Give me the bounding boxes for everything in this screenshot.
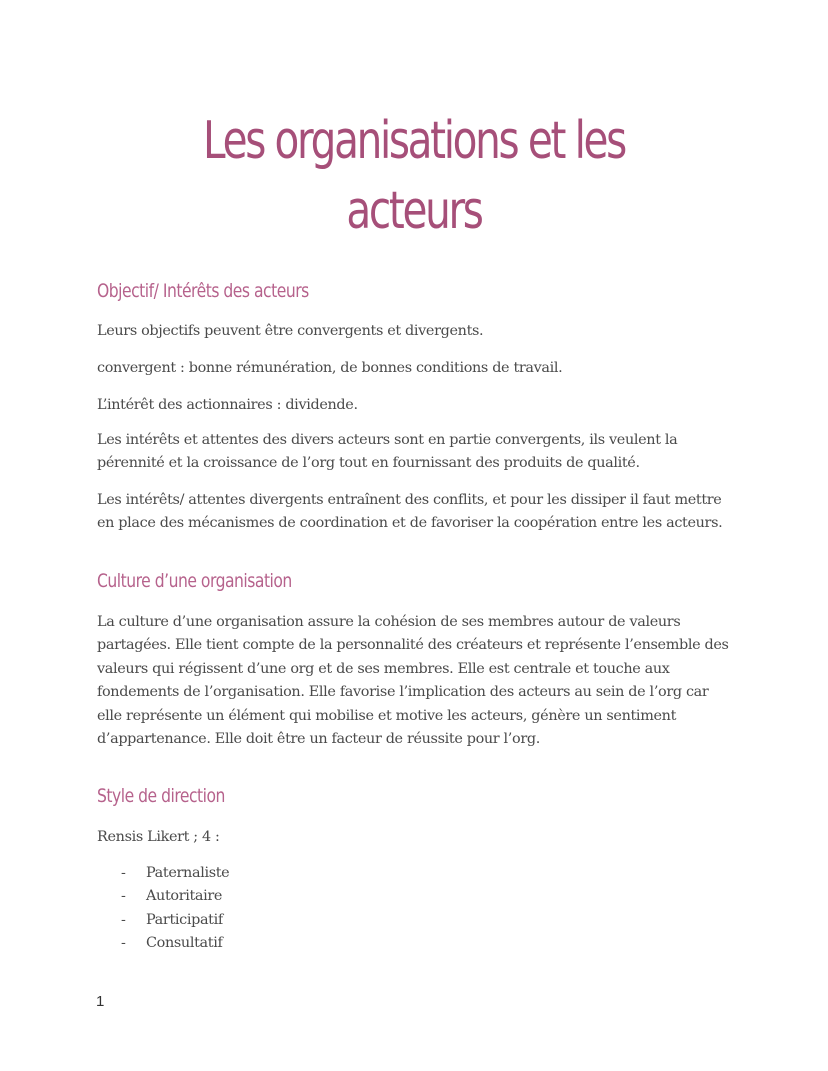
list-item [97,909,229,932]
paragraph: convergent : bonne rémunération, de bonnes conditions de travail. [97,360,563,376]
section-heading-objectifs: Objectif/ Intérêts des acteurs [97,280,309,302]
list-bullet: - [121,911,126,928]
list-item [97,932,229,955]
list-bullet: - [121,935,126,952]
list-bullet: - [121,865,126,881]
section-heading-style-direction: Style de direction [97,785,225,807]
document-title: Les organisations et les acteurs [203,111,625,241]
list-bullet: - [121,888,126,905]
list-item [97,862,229,885]
list-item-text: Participatif [146,911,223,928]
list-item [97,885,229,908]
page-number: 1 [96,993,105,1010]
paragraph: La culture d’une organisation assure la cohésion de ses membres autour de valeurs partagées. Elle tient compte de la personnalité des créateurs et représente l’ensemble des valeurs qui régissent d’une org et de ses membres. Elle est centrale et touche aux fondements de l’organisation. Elle favorise l’implication des acteurs au sein de l’org car elle représente un élément qui mobilise et motive les acteurs, génère un sentiment d’appartenance. Elle doit être un facteur de réussite pour l’org. [97,614,729,748]
paragraph: Les intérêts/ attentes divergents entraînent des conflits, et pour les dissiper il faut mettre en place des mécanismes de coordination et de favoriser la coopération entre les acteurs. [97,492,723,532]
section-heading-culture: Culture d’une organisation [97,570,292,592]
paragraph: Leurs objectifs peuvent être convergents et divergents. [97,323,484,339]
direction-styles-list [97,862,229,956]
list-item-text: Paternaliste [146,865,230,881]
list-item-text: Autoritaire [146,888,223,905]
paragraph: Rensis Likert ; 4 : [97,829,220,845]
paragraph: L’intérêt des actionnaires : dividende. [97,397,358,413]
paragraph: Les intérêts et attentes des divers acteurs sont en partie convergents, ils veulent la pérennité et la croissance de l’org tout en fournissant des produits de qualité. [97,432,678,472]
list-item-text: Consultatif [146,935,223,952]
